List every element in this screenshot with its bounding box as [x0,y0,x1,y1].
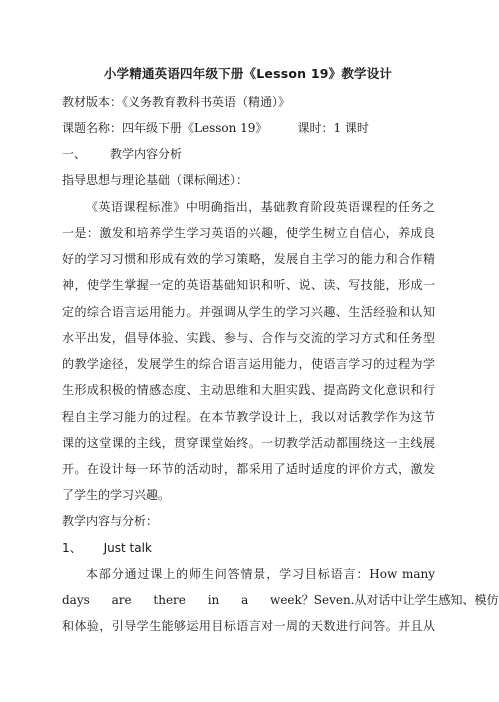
item1-heading [62,541,435,555]
document-title: 小学精通英语四年级下册《Lesson 19》教学设计 [103,66,393,81]
paragraph1-line: 定的综合语言运用能力。并强调从学生的学习兴趣、生活经验和认知 [62,305,435,319]
item1-title: Just talk [103,541,152,555]
section1-title: 教学内容分析 [110,147,183,161]
guiding-heading: 指导思想与理论基础（课标阐述）： [62,173,249,187]
paragraph1-line: 一是：激发和培养学生学习英语的兴趣，使学生树立自信心，养成良 [62,226,435,240]
paragraph1-line: 课的这堂课的主线，贯穿课堂始终。一切教学活动都围绕这一主线展 [62,436,435,450]
class-hours: 课时：1 课时 [297,121,369,135]
paragraph2-line: 本部分通过课上的师生问答情景，学习目标语言：How many [86,567,435,581]
item1-number: 1、 [62,541,82,555]
paragraph1-line: 神，使学生掌握一定的英语基础知识和听、说、读、写技能，形成一 [62,278,435,292]
paragraph1-line: 水平出发，倡导体验、实践、参与、合作与交流的学习方式和任务型 [62,331,435,345]
paragraph1-line: 程自主学习能力的过程。在本节教学设计上，我以对话教学作为这节 [62,410,435,424]
paragraph2-line: days are there in a week？Seven.从对话中让学生感知、模仿 [62,593,499,607]
section1-number: 一、 [62,147,87,161]
course-line [62,121,435,135]
paragraph1-line: 了学生的学习兴趣。 [62,488,171,502]
paragraph2-line: 和体验，引导学生能够运用目标语言对一周的天数进行问答。并且从 [62,619,435,633]
paragraph1-line: 生形成积极的情感态度、主动思维和大胆实践、提高跨文化意识和行 [62,383,435,397]
paragraph1-line: 开。在设计每一环节的活动时，都采用了适时适度的评价方式，激发 [62,462,435,476]
paragraph1-line: 的教学途径，发展学生的综合语言运用能力，使语言学习的过程为学 [62,357,435,371]
section1-heading [62,147,435,161]
content-heading: 教学内容与分析： [62,514,159,528]
paragraph1-line: 好的学习习惯和形成有效的学习策略，发展自主学习的能力和合作精 [62,252,435,266]
paragraph1-line: 《英语课程标准》中明确指出，基础教育阶段英语课程的任务之 [86,200,435,214]
textbook-line: 教材版本：《义务教育教科书英语（精通）》 [62,95,291,109]
course-name: 课题名称：四年级下册《Lesson 19》 [62,121,268,135]
